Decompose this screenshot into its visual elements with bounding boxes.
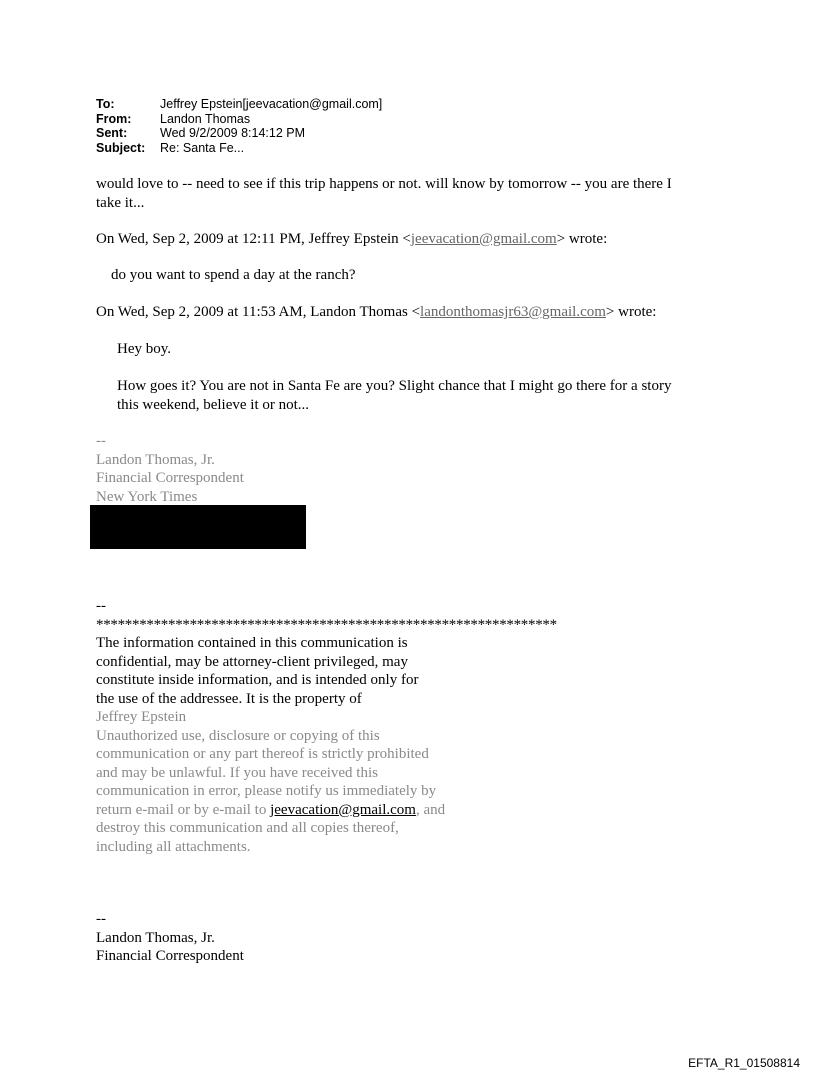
disclaimer-line-3: constitute inside information, and is intended only for [96,672,419,688]
disclaimer-grey-1: Unauthorized use, disclosure or copying of this [96,727,380,744]
header-to-row [96,97,382,112]
email-header [96,97,382,155]
disclaimer-grey-5 [96,801,557,820]
disclaimer-line-1: The information contained in this communication is [96,635,408,651]
from-label: From: [96,111,132,126]
disclaimer-grey-2: communication or any part thereof is strictly prohibited [96,746,429,762]
quote1-email-link[interactable]: jeevacation@gmail.com [410,231,557,247]
to-value: Jeffrey Epstein[jeevacation@gmail.com] [160,97,383,111]
sent-label: Sent: [96,126,128,140]
header-sent-row [96,126,382,141]
to-label: To: [96,97,115,111]
header-from-row [96,112,382,127]
disclaimer-stars: **************************************************************** [96,616,557,633]
reply-line-1: would love to -- need to see if this trip happens or not. will know by tomorrow -- you are there I [96,176,672,192]
signature-block-2 [96,910,244,966]
quote2-line-2: this weekend, believe it or not... [117,396,310,413]
quote2-prefix: On Wed, Sep 2, 2009 at 11:53 AM, Landon Thomas < [96,304,421,320]
disclaimer-line-4: the use of the addressee. It is the property of [96,690,362,707]
subject-label: Subject: [96,140,146,155]
subject-value: Re: Santa Fe... [160,140,245,155]
quote2-line-1: How goes it? You are not in Santa Fe are you? Slight chance that I might go there for a story [117,378,672,394]
quote1-prefix: On Wed, Sep 2, 2009 at 12:11 PM, Jeffrey Epstein < [96,231,411,247]
redaction-box [90,505,306,549]
signature1-org: New York Times [96,488,198,505]
signature1-title: Financial Correspondent [96,470,244,486]
quote1-attribution [96,230,607,249]
quote1-text: do you want to spend a day at the ranch? [111,267,356,283]
quote2-body [117,377,671,414]
quote1-suffix: > wrote: [556,231,608,247]
disclaimer-grey-3: and may be unlawful. If you have received this [96,764,378,781]
disclaimer-grey-7: including all attachments. [96,838,251,855]
quote2-attribution [96,303,656,322]
from-value: Landon Thomas [160,111,251,126]
reply-line-2: take it... [96,194,145,211]
signature-block-1 [96,432,244,506]
disclaimer-owner: Jeffrey Epstein [96,709,187,725]
disclaimer-grey-5-suffix: , and [415,801,446,818]
signature1-dashes: -- [96,433,106,449]
disclaimer-grey-5-prefix: return e-mail or by e-mail to [96,801,271,818]
signature2-title: Financial Correspondent [96,948,244,964]
signature1-name: Landon Thomas, Jr. [96,451,215,468]
signature2-name: Landon Thomas, Jr. [96,929,215,946]
quote2-greeting: Hey boy. [117,341,172,357]
reply-text [96,175,672,212]
disclaimer-grey-4: communication in error, please notify us immediately by [96,783,437,799]
disclaimer-dashes: -- [96,598,106,614]
quote2-email-link[interactable]: landonthomasjr63@gmail.com [420,304,606,320]
sent-value: Wed 9/2/2009 8:14:12 PM [160,126,306,140]
header-subject-row [96,141,382,156]
document-id: EFTA_R1_01508814 [688,1056,800,1070]
disclaimer-grey-6: destroy this communication and all copies thereof, [96,820,399,836]
disclaimer-email-link[interactable]: jeevacation@gmail.com [270,801,416,818]
signature2-dashes: -- [96,911,106,927]
disclaimer-block [96,597,557,856]
disclaimer-line-2: confidential, may be attorney-client privileged, may [96,653,408,670]
quote2-suffix: > wrote: [605,304,657,320]
